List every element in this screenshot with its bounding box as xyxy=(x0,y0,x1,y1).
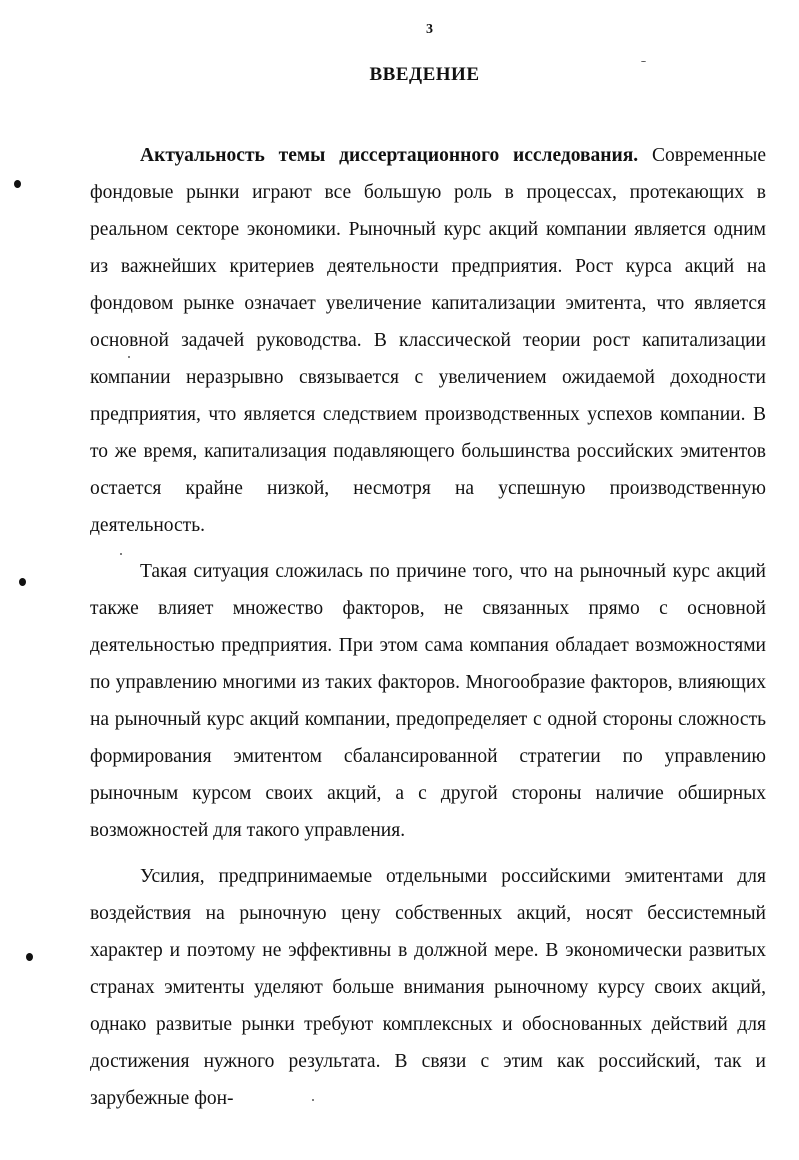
body-text xyxy=(90,137,766,1117)
paragraph-3: Усилия, предпринимаемые отдельными российскими эмитентами для воздействия на рыночную цену собственных акций, носят бессистемный характер и поэтому не эффективны в должной мере. В экономически развитых странах эмитенты уделяют больше внимания рыночному курсу своих акций, однако развитые рынки требуют комплексных и обоснованных действий для достижения нужного результата. В связи с этим как российский, так и зарубежные фон- xyxy=(90,866,766,1109)
paragraph-2: Такая ситуация сложилась по причине того, что на рыночный курс акций также влияет множество факторов, не связанных прямо с основной деятельностью предприятия. При этом сама компания обладает возможностями по управлению многими из таких факторов. Многообразие факторов, влияющих на рыночный курс акций компании, предопределяет с одной стороны сложность формирования эмитентом сбалансированной стратегии по управлению рыночным курсом своих акций, а с другой стороны наличие обширных возможностей для такого управления. xyxy=(90,561,766,841)
scan-speck xyxy=(128,356,130,358)
paragraph-1-lead: Актуальность темы диссертационного исследования. xyxy=(140,145,639,166)
scan-speck xyxy=(641,61,646,62)
paragraph-1-text: Современные фондовые рынки играют все большую роль в процессах, протекающих в реальном секторе экономики. Рыночный курс акций компании является одним из важнейших критериев деятельности предприятия. Рост курса акций на фондовом рынке означает увеличение капитализации эмитента, что является основной задачей руководства. В классической теории рост капитализации компании неразрывно связывается с увеличением ожидаемой доходности предприятия, что является следствием производственных успехов компании. В то же время, капитализация подавляющего большинства российских эмитентов остается крайне низкой, несмотря на успешную производственную деятельность. xyxy=(90,145,766,536)
margin-dot xyxy=(14,180,21,188)
scan-speck xyxy=(120,553,122,555)
paragraph-1 xyxy=(90,137,766,544)
section-heading: ВВЕДЕНИЕ xyxy=(369,64,480,85)
margin-dot xyxy=(26,953,33,961)
scan-speck xyxy=(312,1099,314,1101)
margin-dot xyxy=(19,578,26,586)
page-number: 3 xyxy=(426,22,433,37)
